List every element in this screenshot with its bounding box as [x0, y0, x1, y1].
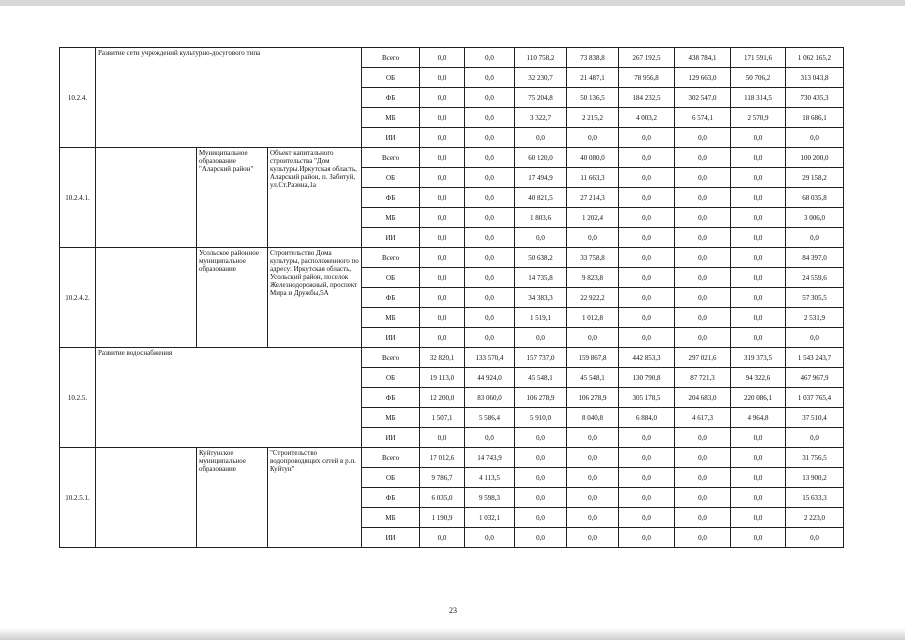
scan-top-edge [0, 0, 905, 6]
total-value: 37 510,4 [786, 408, 844, 428]
budget-table-body [60, 48, 844, 548]
year-value: 0,0 [731, 308, 786, 328]
year-value: 0,0 [420, 68, 465, 88]
year-value: 0,0 [420, 228, 465, 248]
year-value: 0,0 [619, 148, 675, 168]
year-value: 0,0 [420, 148, 465, 168]
year-value: 87 721,3 [675, 368, 731, 388]
year-value: 0,0 [515, 508, 567, 528]
year-value: 110 758,2 [515, 48, 567, 68]
year-value: 442 853,3 [619, 348, 675, 368]
year-value: 0,0 [731, 268, 786, 288]
year-value: 0,0 [567, 128, 619, 148]
year-value: 0,0 [731, 208, 786, 228]
year-value: 267 192,5 [619, 48, 675, 68]
year-value: 0,0 [420, 288, 465, 308]
funding-source: МБ [362, 508, 420, 528]
year-value: 1 012,8 [567, 308, 619, 328]
total-value: 1 543 243,7 [786, 348, 844, 368]
page-number: 23 [449, 606, 457, 615]
year-value: 1 202,4 [567, 208, 619, 228]
funding-source: ИИ [362, 528, 420, 548]
item-code: 10.2.5. [60, 348, 96, 448]
table-row [60, 348, 844, 368]
year-value: 0,0 [675, 268, 731, 288]
year-value: 0,0 [465, 128, 515, 148]
year-value: 0,0 [515, 128, 567, 148]
year-value: 0,0 [675, 248, 731, 268]
year-value: 4 617,3 [675, 408, 731, 428]
year-value: 40 080,0 [567, 148, 619, 168]
table-row [60, 148, 844, 168]
year-value: 0,0 [675, 468, 731, 488]
year-value: 32 230,7 [515, 68, 567, 88]
year-value: 0,0 [731, 528, 786, 548]
section-title: Развитие водоснабжения [96, 348, 362, 448]
section-title: Развитие сети учреждений культурно-досугового типа [96, 48, 362, 148]
year-value: 0,0 [420, 168, 465, 188]
year-value: 4 113,5 [465, 468, 515, 488]
year-value: 0,0 [675, 288, 731, 308]
year-value: 33 758,8 [567, 248, 619, 268]
year-value: 118 314,5 [731, 88, 786, 108]
year-value: 0,0 [675, 448, 731, 468]
year-value: 0,0 [675, 488, 731, 508]
funding-source: ФБ [362, 288, 420, 308]
funding-source: МБ [362, 208, 420, 228]
year-value: 75 204,8 [515, 88, 567, 108]
year-value: 0,0 [675, 308, 731, 328]
year-value: 0,0 [675, 188, 731, 208]
year-value: 9 823,8 [567, 268, 619, 288]
year-value: 0,0 [619, 508, 675, 528]
year-value: 0,0 [515, 228, 567, 248]
year-value: 0,0 [465, 208, 515, 228]
year-value: 204 683,0 [675, 388, 731, 408]
year-value: 0,0 [465, 428, 515, 448]
funding-source: ИИ [362, 328, 420, 348]
total-value: 15 633,3 [786, 488, 844, 508]
year-value: 78 956,8 [619, 68, 675, 88]
total-value: 2 531,9 [786, 308, 844, 328]
year-value: 6 574,1 [675, 108, 731, 128]
funding-source: Всего [362, 148, 420, 168]
year-value: 0,0 [420, 308, 465, 328]
empty-cell [96, 148, 197, 248]
year-value: 438 784,1 [675, 48, 731, 68]
year-value: 0,0 [420, 48, 465, 68]
year-value: 106 278,9 [515, 388, 567, 408]
municipality-cell: Куйтунское муниципальное образование [197, 448, 268, 548]
year-value: 0,0 [675, 328, 731, 348]
year-value: 21 487,1 [567, 68, 619, 88]
year-value: 171 591,6 [731, 48, 786, 68]
year-value: 0,0 [515, 428, 567, 448]
year-value: 0,0 [420, 188, 465, 208]
year-value: 129 663,0 [675, 68, 731, 88]
year-value: 0,0 [567, 508, 619, 528]
year-value: 32 820,1 [420, 348, 465, 368]
year-value: 157 737,0 [515, 348, 567, 368]
municipality-cell: Усольское районное муниципальное образование [197, 248, 268, 348]
year-value: 5 910,0 [515, 408, 567, 428]
total-value: 1 062 165,2 [786, 48, 844, 68]
total-value: 100 200,0 [786, 148, 844, 168]
year-value: 0,0 [731, 128, 786, 148]
item-code: 10.2.5.1. [60, 448, 96, 548]
total-value: 24 559,6 [786, 268, 844, 288]
year-value: 0,0 [465, 68, 515, 88]
funding-source: Всего [362, 248, 420, 268]
year-value: 0,0 [420, 268, 465, 288]
year-value: 1 803,6 [515, 208, 567, 228]
total-value: 31 756,5 [786, 448, 844, 468]
year-value: 0,0 [465, 48, 515, 68]
year-value: 0,0 [567, 468, 619, 488]
total-value: 1 037 765,4 [786, 388, 844, 408]
total-value: 0,0 [786, 228, 844, 248]
year-value: 0,0 [465, 108, 515, 128]
year-value: 0,0 [465, 88, 515, 108]
funding-source: ФБ [362, 388, 420, 408]
total-value: 57 305,5 [786, 288, 844, 308]
year-value: 8 040,8 [567, 408, 619, 428]
year-value: 133 570,4 [465, 348, 515, 368]
year-value: 0,0 [515, 488, 567, 508]
year-value: 0,0 [465, 328, 515, 348]
year-value: 0,0 [731, 448, 786, 468]
year-value: 0,0 [619, 288, 675, 308]
year-value: 159 867,8 [567, 348, 619, 368]
year-value: 0,0 [731, 328, 786, 348]
year-value: 0,0 [420, 428, 465, 448]
year-value: 9 786,7 [420, 468, 465, 488]
year-value: 0,0 [619, 168, 675, 188]
total-value: 0,0 [786, 428, 844, 448]
year-value: 0,0 [731, 248, 786, 268]
year-value: 50 136,5 [567, 88, 619, 108]
year-value: 0,0 [619, 268, 675, 288]
year-value: 0,0 [619, 448, 675, 468]
year-value: 1 190,9 [420, 508, 465, 528]
year-value: 44 924,0 [465, 368, 515, 388]
object-cell: Объект капитального строительства "Дом культуры.Иркутская область, Аларский район, п. Забитуй, ул.Ст.Разина,1а [268, 148, 362, 248]
year-value: 40 821,5 [515, 188, 567, 208]
year-value: 0,0 [731, 428, 786, 448]
total-value: 467 967,9 [786, 368, 844, 388]
year-value: 0,0 [675, 128, 731, 148]
year-value: 0,0 [567, 328, 619, 348]
year-value: 0,0 [515, 328, 567, 348]
year-value: 0,0 [420, 208, 465, 228]
year-value: 220 086,1 [731, 388, 786, 408]
year-value: 2 215,2 [567, 108, 619, 128]
empty-cell [96, 448, 197, 548]
year-value: 50 706,2 [731, 68, 786, 88]
year-value: 0,0 [567, 488, 619, 508]
total-value: 3 006,0 [786, 208, 844, 228]
scan-bottom-edge [0, 628, 905, 640]
funding-source: ОБ [362, 468, 420, 488]
year-value: 0,0 [567, 528, 619, 548]
year-value: 0,0 [420, 128, 465, 148]
year-value: 0,0 [567, 448, 619, 468]
year-value: 319 373,5 [731, 348, 786, 368]
total-value: 29 158,2 [786, 168, 844, 188]
funding-source: МБ [362, 408, 420, 428]
item-code: 10.2.4. [60, 48, 96, 148]
year-value: 60 120,0 [515, 148, 567, 168]
funding-source: Всего [362, 48, 420, 68]
year-value: 45 548,1 [515, 368, 567, 388]
year-value: 1 507,1 [420, 408, 465, 428]
year-value: 73 838,8 [567, 48, 619, 68]
year-value: 0,0 [515, 528, 567, 548]
year-value: 22 922,2 [567, 288, 619, 308]
year-value: 0,0 [619, 128, 675, 148]
funding-source: ИИ [362, 428, 420, 448]
year-value: 14 735,8 [515, 268, 567, 288]
total-value: 84 397,0 [786, 248, 844, 268]
year-value: 0,0 [619, 308, 675, 328]
year-value: 1 519,1 [515, 308, 567, 328]
total-value: 18 686,1 [786, 108, 844, 128]
year-value: 0,0 [465, 308, 515, 328]
year-value: 0,0 [465, 228, 515, 248]
table-row [60, 248, 844, 268]
year-value: 0,0 [465, 188, 515, 208]
year-value: 305 178,5 [619, 388, 675, 408]
year-value: 0,0 [731, 228, 786, 248]
year-value: 0,0 [465, 528, 515, 548]
total-value: 0,0 [786, 528, 844, 548]
year-value: 17 494,9 [515, 168, 567, 188]
year-value: 0,0 [619, 248, 675, 268]
year-value: 0,0 [731, 488, 786, 508]
total-value: 313 043,8 [786, 68, 844, 88]
year-value: 0,0 [731, 148, 786, 168]
year-value: 0,0 [675, 508, 731, 528]
funding-source: ОБ [362, 268, 420, 288]
total-value: 0,0 [786, 328, 844, 348]
year-value: 0,0 [420, 248, 465, 268]
year-value: 0,0 [567, 228, 619, 248]
year-value: 50 638,2 [515, 248, 567, 268]
year-value: 27 214,3 [567, 188, 619, 208]
year-value: 0,0 [465, 248, 515, 268]
year-value: 184 232,5 [619, 88, 675, 108]
funding-source: ОБ [362, 68, 420, 88]
year-value: 0,0 [465, 268, 515, 288]
item-code: 10.2.4.1. [60, 148, 96, 248]
year-value: 0,0 [420, 108, 465, 128]
year-value: 0,0 [619, 528, 675, 548]
total-value: 2 223,0 [786, 508, 844, 528]
object-cell: "Строительство водопроводящих сетей в р.п. Куйтун" [268, 448, 362, 548]
year-value: 4 964,8 [731, 408, 786, 428]
year-value: 0,0 [619, 488, 675, 508]
year-value: 130 790,8 [619, 368, 675, 388]
total-value: 13 900,2 [786, 468, 844, 488]
year-value: 5 586,4 [465, 408, 515, 428]
year-value: 302 547,0 [675, 88, 731, 108]
funding-source: ФБ [362, 88, 420, 108]
year-value: 0,0 [619, 428, 675, 448]
year-value: 34 383,3 [515, 288, 567, 308]
year-value: 9 598,3 [465, 488, 515, 508]
year-value: 6 035,0 [420, 488, 465, 508]
table-row [60, 448, 844, 468]
budget-table [59, 47, 844, 548]
year-value: 0,0 [619, 208, 675, 228]
year-value: 4 003,2 [619, 108, 675, 128]
year-value: 12 200,0 [420, 388, 465, 408]
year-value: 0,0 [619, 468, 675, 488]
funding-source: ОБ [362, 368, 420, 388]
funding-source: МБ [362, 108, 420, 128]
total-value: 0,0 [786, 128, 844, 148]
year-value: 3 322,7 [515, 108, 567, 128]
empty-cell [96, 248, 197, 348]
year-value: 0,0 [420, 528, 465, 548]
object-cell: Строительство Дома культуры, расположенного по адресу: Иркутская область, Усольский район, поселок Железнодорожный, проспект Мира и Дружбы,5А [268, 248, 362, 348]
year-value: 0,0 [515, 468, 567, 488]
year-value: 1 032,1 [465, 508, 515, 528]
year-value: 45 548,1 [567, 368, 619, 388]
year-value: 0,0 [675, 428, 731, 448]
funding-source: ФБ [362, 488, 420, 508]
year-value: 0,0 [420, 328, 465, 348]
year-value: 83 060,0 [465, 388, 515, 408]
funding-source: ФБ [362, 188, 420, 208]
year-value: 0,0 [675, 148, 731, 168]
year-value: 0,0 [515, 448, 567, 468]
year-value: 6 884,0 [619, 408, 675, 428]
year-value: 2 570,9 [731, 108, 786, 128]
year-value: 0,0 [731, 508, 786, 528]
funding-source: Всего [362, 348, 420, 368]
year-value: 0,0 [731, 188, 786, 208]
year-value: 0,0 [567, 428, 619, 448]
year-value: 11 663,3 [567, 168, 619, 188]
municipality-cell: Муниципальное образование "Аларский район" [197, 148, 268, 248]
funding-source: Всего [362, 448, 420, 468]
year-value: 0,0 [675, 168, 731, 188]
total-value: 68 035,8 [786, 188, 844, 208]
year-value: 0,0 [731, 168, 786, 188]
funding-source: ИИ [362, 128, 420, 148]
year-value: 0,0 [619, 328, 675, 348]
year-value: 17 012,6 [420, 448, 465, 468]
year-value: 297 021,6 [675, 348, 731, 368]
table-row [60, 48, 844, 68]
year-value: 0,0 [675, 228, 731, 248]
year-value: 0,0 [619, 228, 675, 248]
total-value: 730 435,3 [786, 88, 844, 108]
year-value: 0,0 [465, 148, 515, 168]
year-value: 0,0 [675, 528, 731, 548]
year-value: 0,0 [675, 208, 731, 228]
year-value: 106 278,9 [567, 388, 619, 408]
funding-source: ИИ [362, 228, 420, 248]
year-value: 19 113,0 [420, 368, 465, 388]
year-value: 0,0 [731, 288, 786, 308]
year-value: 0,0 [420, 88, 465, 108]
year-value: 0,0 [619, 188, 675, 208]
funding-source: МБ [362, 308, 420, 328]
year-value: 94 322,6 [731, 368, 786, 388]
year-value: 0,0 [465, 168, 515, 188]
year-value: 0,0 [465, 288, 515, 308]
item-code: 10.2.4.2. [60, 248, 96, 348]
funding-source: ОБ [362, 168, 420, 188]
year-value: 14 743,9 [465, 448, 515, 468]
year-value: 0,0 [731, 468, 786, 488]
